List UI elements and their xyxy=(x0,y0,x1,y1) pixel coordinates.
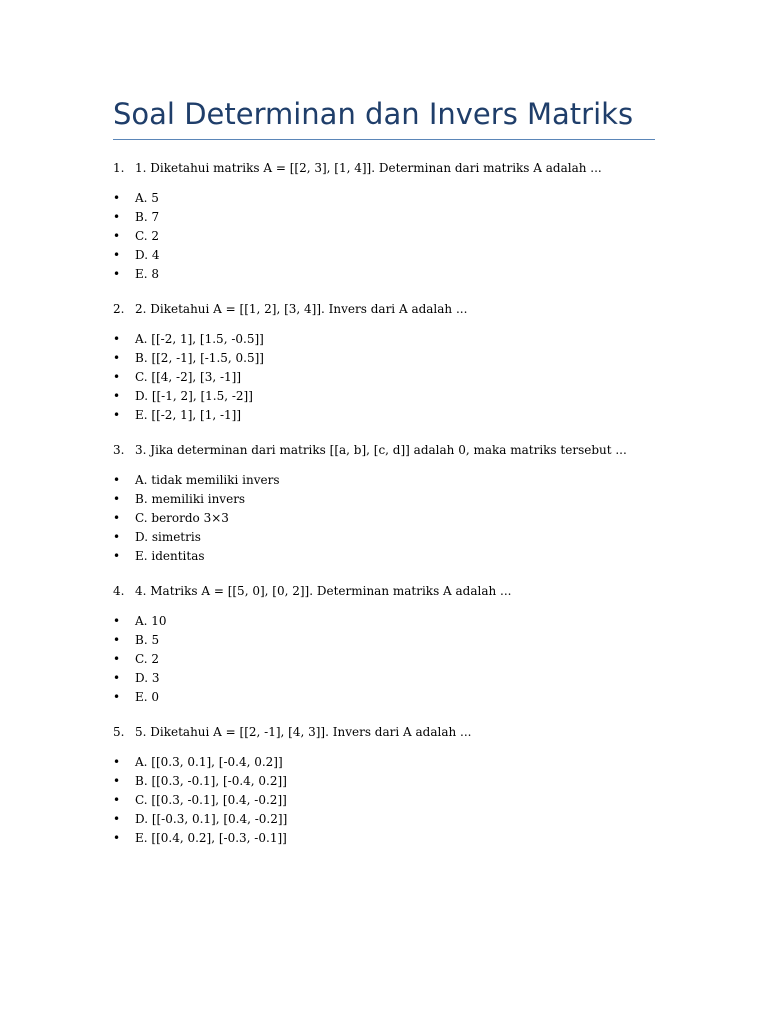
question-row xyxy=(113,158,673,178)
bullet-icon: • xyxy=(113,755,121,769)
answer-option xyxy=(113,547,673,566)
answer-option xyxy=(113,772,673,791)
answer-option xyxy=(113,189,673,208)
bullet-icon: • xyxy=(113,248,121,262)
answer-option xyxy=(113,227,673,246)
answer-option xyxy=(113,528,673,547)
bullet-icon: • xyxy=(113,549,121,563)
bullet-icon: • xyxy=(113,370,121,384)
answer-option xyxy=(113,688,673,707)
question-text: 1. Diketahui matriks A = [[2, 3], [1, 4]]. Determinan dari matriks A adalah ... xyxy=(135,161,602,175)
question-item xyxy=(113,581,673,707)
answer-option-text: B. [[2, -1], [-1.5, 0.5]] xyxy=(135,351,264,365)
answer-option xyxy=(113,490,673,509)
bullet-icon: • xyxy=(113,774,121,788)
bullet-icon: • xyxy=(113,229,121,243)
answer-option xyxy=(113,631,673,650)
answer-option xyxy=(113,246,673,265)
answer-option xyxy=(113,829,673,848)
answer-option xyxy=(113,650,673,669)
question-row xyxy=(113,722,673,742)
answer-option-text: C. [[4, -2], [3, -1]] xyxy=(135,370,242,384)
answer-option xyxy=(113,265,673,284)
title-underline xyxy=(113,139,655,140)
question-item xyxy=(113,440,673,566)
answer-option xyxy=(113,612,673,631)
bullet-icon: • xyxy=(113,351,121,365)
bullet-icon: • xyxy=(113,267,121,281)
answer-option xyxy=(113,349,673,368)
answer-option-text: D. simetris xyxy=(135,530,201,544)
bullet-icon: • xyxy=(113,389,121,403)
answer-options xyxy=(113,612,673,707)
answer-option xyxy=(113,368,673,387)
question-row xyxy=(113,299,673,319)
answer-option-text: E. [[0.4, 0.2], [-0.3, -0.1]] xyxy=(135,831,287,845)
bullet-icon: • xyxy=(113,473,121,487)
answer-option-text: B. [[0.3, -0.1], [-0.4, 0.2]] xyxy=(135,774,287,788)
question-text: 3. Jika determinan dari matriks [[a, b], [c, d]] adalah 0, maka matriks tersebut ... xyxy=(135,443,627,457)
bullet-icon: • xyxy=(113,690,121,704)
bullet-icon: • xyxy=(113,812,121,826)
question-number: 3. xyxy=(113,443,125,457)
answer-options xyxy=(113,471,673,566)
answer-option-text: D. [[-0.3, 0.1], [0.4, -0.2]] xyxy=(135,812,288,826)
answer-option xyxy=(113,753,673,772)
bullet-icon: • xyxy=(113,408,121,422)
question-number: 5. xyxy=(113,725,125,739)
answer-option-text: C. [[0.3, -0.1], [0.4, -0.2]] xyxy=(135,793,287,807)
bullet-icon: • xyxy=(113,671,121,685)
question-number: 4. xyxy=(113,584,125,598)
answer-option-text: A. 5 xyxy=(135,191,159,205)
answer-option-text: B. 7 xyxy=(135,210,160,224)
bullet-icon: • xyxy=(113,793,121,807)
answer-option-text: B. memiliki invers xyxy=(135,492,246,506)
question-text: 5. Diketahui A = [[2, -1], [4, 3]]. Invers dari A adalah ... xyxy=(135,725,472,739)
question-item xyxy=(113,722,673,848)
question-item xyxy=(113,299,673,425)
question-row xyxy=(113,581,673,601)
answer-option xyxy=(113,387,673,406)
question-item xyxy=(113,158,673,284)
answer-option-text: A. [[-2, 1], [1.5, -0.5]] xyxy=(135,332,264,346)
bullet-icon: • xyxy=(113,614,121,628)
answer-option-text: C. 2 xyxy=(135,229,160,243)
answer-option-text: E. [[-2, 1], [1, -1]] xyxy=(135,408,242,422)
answer-option-text: A. 10 xyxy=(135,614,167,628)
bullet-icon: • xyxy=(113,633,121,647)
bullet-icon: • xyxy=(113,652,121,666)
answer-options xyxy=(113,330,673,425)
bullet-icon: • xyxy=(113,332,121,346)
answer-option xyxy=(113,406,673,425)
question-text: 2. Diketahui A = [[1, 2], [3, 4]]. Invers dari A adalah ... xyxy=(135,302,468,316)
answer-option-text: C. 2 xyxy=(135,652,160,666)
bullet-icon: • xyxy=(113,530,121,544)
answer-option-text: C. berordo 3×3 xyxy=(135,511,229,525)
answer-option-text: D. 4 xyxy=(135,248,160,262)
bullet-icon: • xyxy=(113,492,121,506)
answer-option xyxy=(113,791,673,810)
answer-option xyxy=(113,471,673,490)
answer-option-text: A. tidak memiliki invers xyxy=(135,473,280,487)
bullet-icon: • xyxy=(113,210,121,224)
bullet-icon: • xyxy=(113,191,121,205)
bullet-icon: • xyxy=(113,831,121,845)
question-number: 1. xyxy=(113,161,125,175)
answer-option xyxy=(113,669,673,688)
answer-option xyxy=(113,509,673,528)
answer-option-text: D. [[-1, 2], [1.5, -2]] xyxy=(135,389,253,403)
answer-option-text: E. 8 xyxy=(135,267,160,281)
question-number: 2. xyxy=(113,302,125,316)
answer-option-text: E. identitas xyxy=(135,549,205,563)
answer-option xyxy=(113,810,673,829)
bullet-icon: • xyxy=(113,511,121,525)
question-row xyxy=(113,440,673,460)
answer-option-text: A. [[0.3, 0.1], [-0.4, 0.2]] xyxy=(135,755,283,769)
page-title: Soal Determinan dan Invers Matriks xyxy=(113,97,634,131)
answer-option-text: E. 0 xyxy=(135,690,160,704)
question-text: 4. Matriks A = [[5, 0], [0, 2]]. Determinan matriks A adalah ... xyxy=(135,584,512,598)
answer-options xyxy=(113,753,673,848)
answer-option xyxy=(113,208,673,227)
answer-option-text: B. 5 xyxy=(135,633,160,647)
answer-options xyxy=(113,189,673,284)
answer-option xyxy=(113,330,673,349)
answer-option-text: D. 3 xyxy=(135,671,160,685)
